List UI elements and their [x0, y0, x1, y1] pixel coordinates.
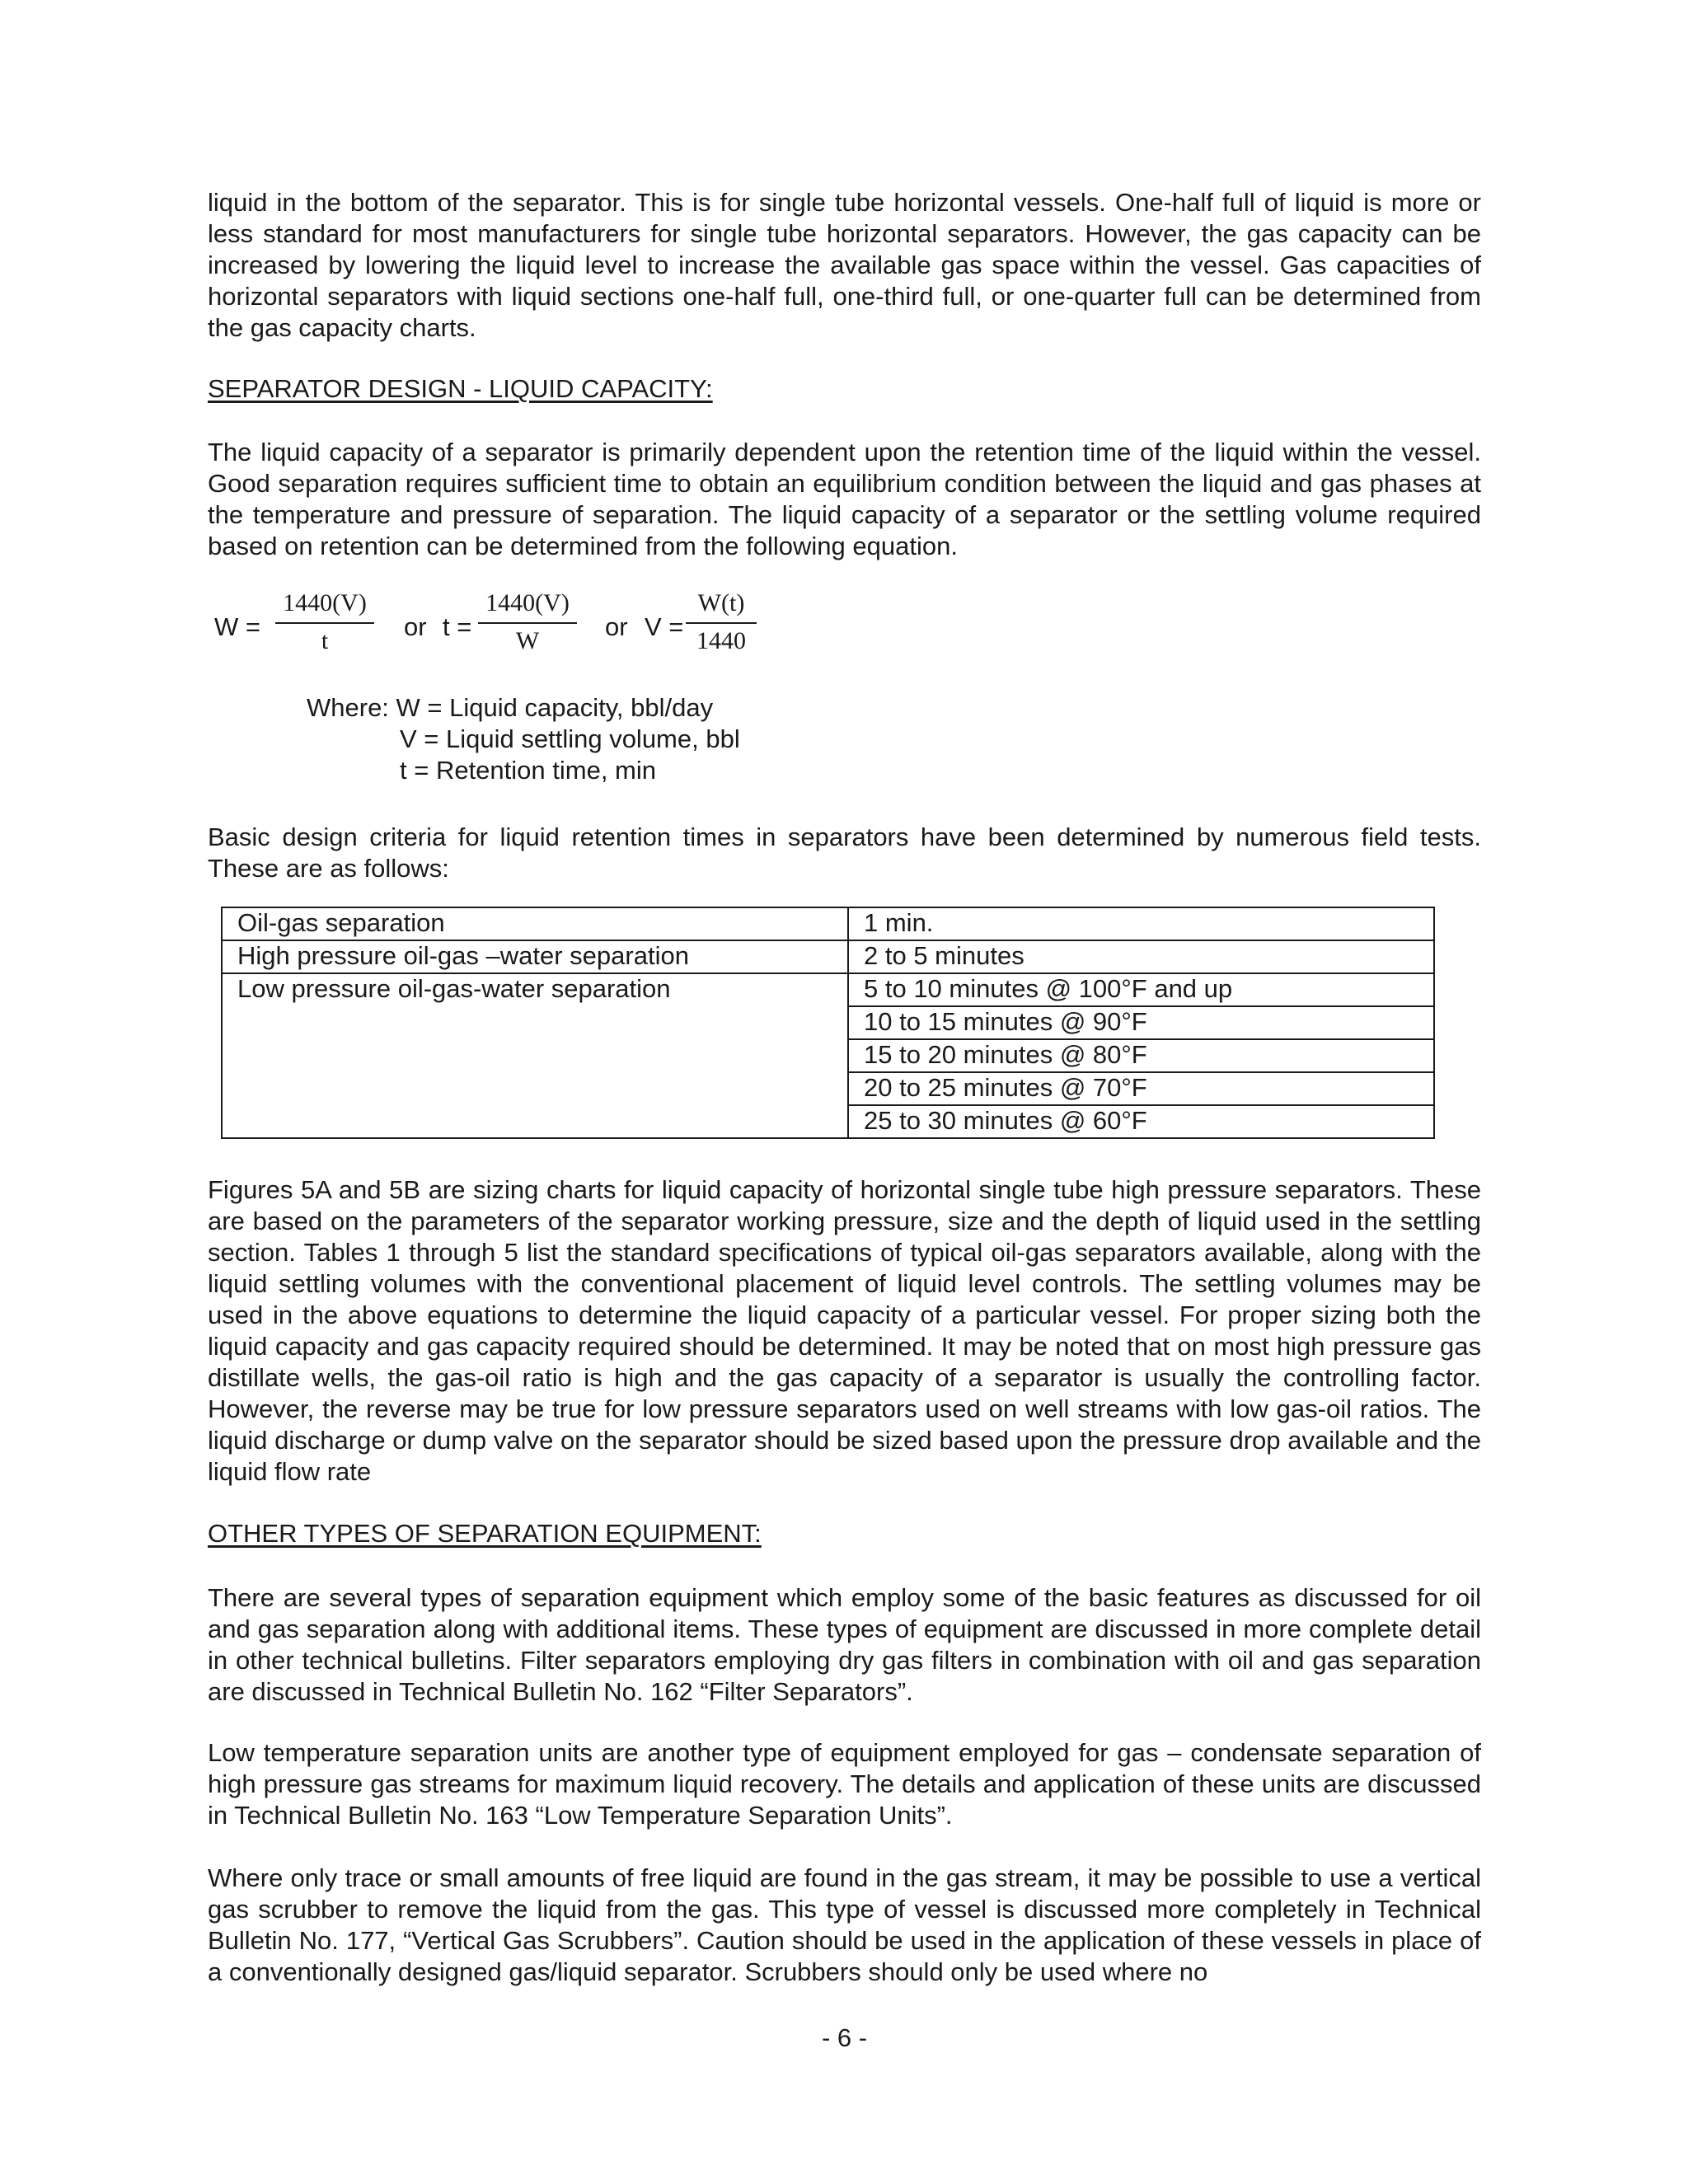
heading-other-equipment: OTHER TYPES OF SEPARATION EQUIPMENT:	[208, 1519, 762, 1548]
equation-fraction-1	[275, 589, 374, 655]
equation-lhs-t: t =	[443, 612, 472, 641]
table-row	[222, 907, 1434, 940]
paragraph-design-criteria: Basic design criteria for liquid retention times in separators have been determined by numerous field tests. These are as follows:	[208, 823, 1481, 883]
paragraph-sizing-charts: Figures 5A and 5B are sizing charts for liquid capacity of horizontal single tube high pressure separators. These are based on the parameters of the separator working pressure, size and the depth of liquid used in the settling section. Tables 1 through 5 list the standard specifications of typical oil-gas separators available, along with the liquid settling volumes with the conventional placement of liquid level controls. The settling volumes may be used in the above equations to determine the liquid capacity of a particular vessel. For proper sizing both the liquid capacity and gas capacity required should be determined. It may be noted that on most high pressure gas distillate wells, the gas-oil ratio is high and the gas capacity of a separator is usually the controlling factor. However, the reverse may be true for low pressure separators used on well streams with low gas-oil ratios. The liquid discharge or dump valve on the separator should be sized based upon the pressure drop available and the liquid flow rate	[208, 1175, 1481, 1486]
fraction-denominator: W	[515, 627, 540, 654]
definition-w: W = Liquid capacity, bbl/day	[396, 693, 714, 722]
retention-time-table	[221, 907, 1435, 1139]
paragraph-low-temperature: Low temperature separation units are another type of equipment employed for gas – condensate separation of high pressure gas streams for maximum liquid recovery. The details and application of these units are discussed in Technical Bulletin No. 163 “Low Temperature Separation Units”.	[208, 1738, 1481, 1830]
table-cell-service: Low pressure oil-gas-water separation	[222, 973, 848, 1138]
definition-t: t = Retention time, min	[400, 756, 656, 785]
table-cell-time: 10 to 15 minutes @ 90°F	[848, 1006, 1434, 1039]
fraction-numerator: 1440(V)	[283, 589, 367, 616]
definition-row	[307, 692, 740, 724]
equation-fraction-3	[686, 589, 757, 655]
fraction-bar	[275, 622, 374, 624]
table-cell-time: 5 to 10 minutes @ 100°F and up	[848, 973, 1434, 1006]
retention-equation	[208, 589, 867, 672]
fraction-numerator: W(t)	[697, 589, 745, 616]
table-cell-service: High pressure oil-gas –water separation	[222, 940, 848, 973]
paragraph-gas-scrubbers: Where only trace or small amounts of free liquid are found in the gas stream, it may be possible to use a vertical gas scrubber to remove the liquid from the gas. This type of vessel is discussed more completely in Technical Bulletin No. 177, “Vertical Gas Scrubbers”. Caution should be used in the application of these vessels in place of a conventionally designed gas/liquid separator. Scrubbers should only be used where no	[208, 1863, 1481, 1986]
fraction-denominator: t	[321, 627, 329, 654]
where-label: Where:	[307, 693, 389, 722]
table-cell-time: 2 to 5 minutes	[848, 940, 1434, 973]
fraction-bar	[686, 622, 757, 624]
equation-lhs-w: W =	[214, 612, 260, 641]
fraction-denominator: 1440	[696, 627, 746, 654]
table-row	[222, 973, 1434, 1006]
table-row	[222, 940, 1434, 973]
page-number: - 6 -	[821, 2023, 868, 2052]
table-cell-time: 25 to 30 minutes @ 60°F	[848, 1105, 1434, 1138]
definition-v: V = Liquid settling volume, bbl	[400, 724, 740, 753]
paragraph-liquid-capacity: The liquid capacity of a separator is primarily dependent upon the retention time of the liquid within the vessel. Good separation requires sufficient time to obtain an equilibrium condition between the liquid and gas phases at the temperature and pressure of separation. The liquid capacity of a separator or the settling volume required based on retention can be determined from the following equation.	[208, 438, 1481, 560]
paragraph-gas-capacity: liquid in the bottom of the separator. This is for single tube horizontal vessels. One-half full of liquid is more or less standard for most manufacturers for single tube horizontal separators. However, the gas capacity can be increased by lowering the liquid level to increase the available gas space within the vessel. Gas capacities of horizontal separators with liquid sections one-half full, one-third full, or one-quarter full can be determined from the gas capacity charts.	[208, 188, 1481, 342]
table-cell-time: 1 min.	[848, 907, 1434, 940]
table-cell-time: 15 to 20 minutes @ 80°F	[848, 1039, 1434, 1072]
table-cell-service: Oil-gas separation	[222, 907, 848, 940]
paragraph-filter-separators: There are several types of separation equipment which employ some of the basic features as discussed for oil and gas separation along with additional items. These types of equipment are discussed in more complete detail in other technical bulletins. Filter separators employing dry gas filters in combination with oil and gas separation are discussed in Technical Bulletin No. 162 “Filter Separators”.	[208, 1583, 1481, 1706]
equation-or-2: or	[605, 612, 628, 641]
heading-liquid-capacity: SEPARATOR DESIGN - LIQUID CAPACITY:	[208, 374, 713, 403]
table-cell-time: 20 to 25 minutes @ 70°F	[848, 1072, 1434, 1105]
fraction-numerator: 1440(V)	[485, 589, 570, 616]
fraction-bar	[478, 622, 577, 624]
equation-or-1: or	[404, 612, 427, 641]
equation-fraction-2	[478, 589, 577, 655]
equation-lhs-v: V =	[645, 612, 684, 641]
variable-definitions	[307, 692, 740, 786]
